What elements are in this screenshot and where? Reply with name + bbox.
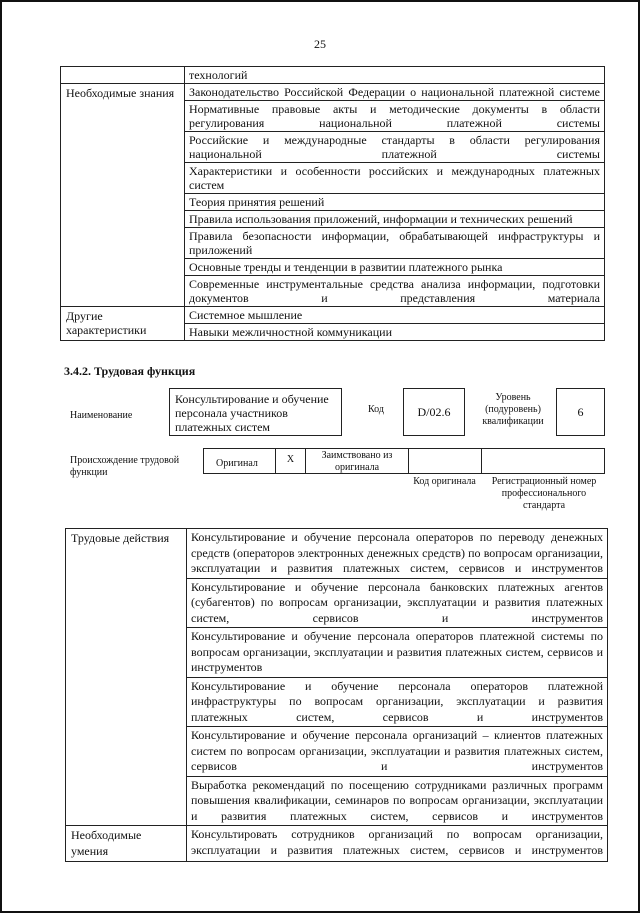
code-value: D/02.6	[403, 388, 465, 436]
level-label: Уровень (подуровень) квалификации	[482, 392, 544, 427]
row-text: Основные тренды и тенденции в развитии платежного рынка	[185, 259, 605, 276]
origin-code-cell	[409, 449, 482, 473]
reg-number-caption: Регистрационный номер профессионального стандарта	[491, 476, 597, 511]
action-text: Выработка рекомендаций по посещению сотрудниками различных программ повышения квалификации, семинаров по вопросам организации, эксплуатации и развития платежных систем, сервисов и инструментов	[187, 776, 608, 826]
action-text: Консультирование и обучение персонала банковских платежных агентов (субагентов) по вопросам организации, эксплуатации и развития платежных систем, сервисов и инструментов	[187, 578, 608, 628]
origin-borrowed-label: Заимствовано из оригинала	[306, 449, 409, 473]
origin-reg-cell	[482, 449, 606, 473]
row-text: Теория принятия решений	[185, 194, 605, 211]
table-row	[66, 826, 608, 862]
page-number: 25	[314, 37, 326, 51]
skills-label: Необходимые умения	[66, 826, 187, 862]
skill-text: Консультировать сотрудников организаций по вопросам организации, эксплуатации и развития платежных систем, сервисов и инструментов	[187, 826, 608, 862]
action-text: Консультирование и обучение персонала операторов платежной системы по вопросам организации, эксплуатации и развития платежных систем, сервисов и инструментов	[187, 628, 608, 678]
origin-strip	[203, 448, 605, 474]
row-text: Характеристики и особенности российских и международных платежных систем	[185, 163, 605, 194]
actions-table	[65, 528, 608, 862]
section-heading: 3.4.2. Трудовая функция	[64, 364, 196, 378]
origin-original-label: Оригинал	[204, 449, 276, 473]
table-row	[61, 67, 605, 84]
row-text: Правила использования приложений, информации и технических решений	[185, 211, 605, 228]
actions-label: Трудовые действия	[66, 529, 187, 826]
table-row	[61, 307, 605, 324]
code-caption: Код оригинала	[413, 476, 476, 487]
knowledge-label: Необходимые знания	[61, 84, 185, 307]
name-label: Наименование	[70, 410, 133, 421]
table-row	[61, 84, 605, 101]
origin-mark: X	[276, 449, 306, 473]
row-text: технологий	[185, 67, 605, 84]
row-text: Системное мышление	[185, 307, 605, 324]
origin-label: Происхождение трудовой функции	[70, 455, 180, 478]
row-text: Нормативные правовые акты и методические документы в области регулирования национальной платежной системы	[185, 101, 605, 132]
table-row	[66, 529, 608, 579]
code-label: Код	[368, 404, 384, 415]
row-text: Современные инструментальные средства анализа информации, подготовки документов и представления материала	[185, 276, 605, 307]
row-text: Навыки межличностной коммуникации	[185, 324, 605, 341]
other-characteristics-label: Другие характеристики	[61, 307, 185, 341]
row-text: Правила безопасности информации, обрабатывающей инфраструктуры и приложений	[185, 228, 605, 259]
row-label	[61, 67, 185, 84]
action-text: Консультирование и обучение персонала операторов платежной инфраструктуры по вопросам организации, эксплуатации и развития платежных систем, сервисов и инструментов	[187, 677, 608, 727]
function-name-value: Консультирование и обучение персонала участников платежных систем	[169, 388, 342, 436]
row-text: Законодательство Российской Федерации о национальной платежной системе	[185, 84, 605, 101]
action-text: Консультирование и обучение персонала операторов по переводу денежных средств (операторов электронных денежных средств) по вопросам организации, эксплуатации и развития платежных систем, сервисов и инструментов	[187, 529, 608, 579]
action-text: Консультирование и обучение персонала организаций – клиентов платежных систем по вопросам организации, эксплуатации и развития платежных систем, сервисов и инструментов	[187, 727, 608, 777]
knowledge-table	[60, 66, 605, 341]
level-value: 6	[556, 388, 605, 436]
row-text: Российские и международные стандарты в области регулирования национальной платежной системы	[185, 132, 605, 163]
